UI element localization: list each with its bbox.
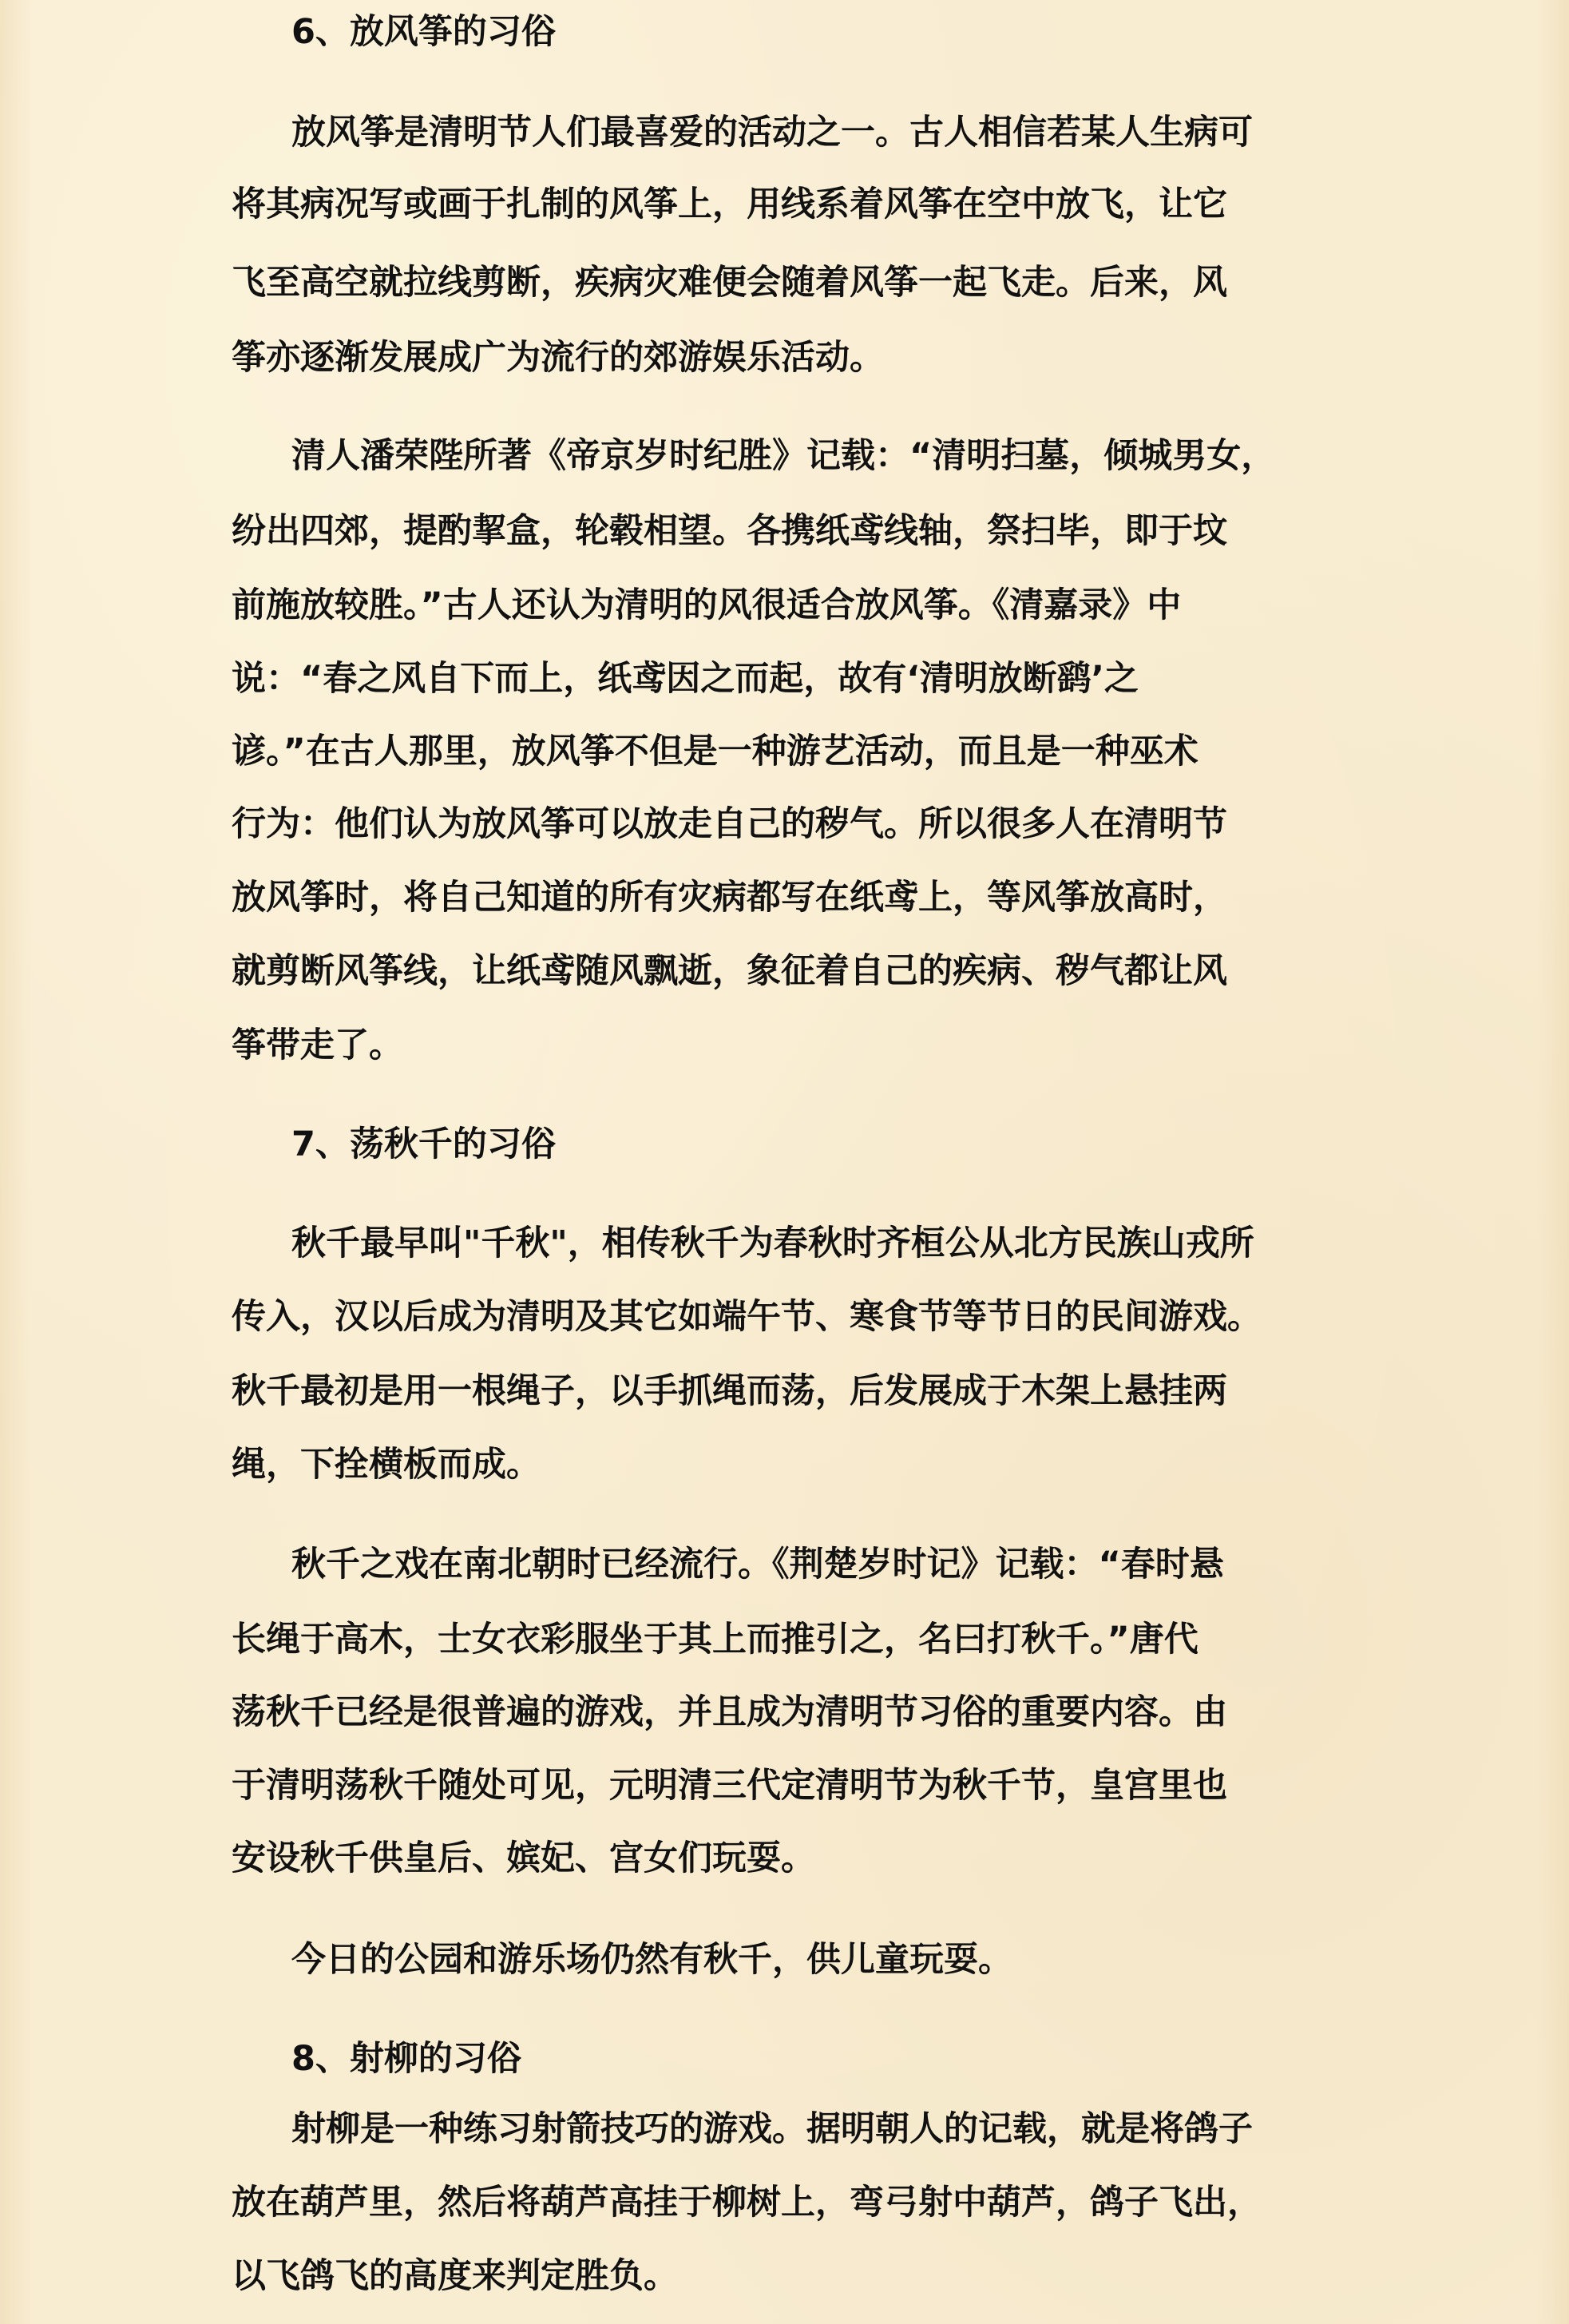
paragraph-line: 荡秋千已经是很普遍的游戏，并且成为清明节习俗的重要内容。由 [232,1692,1227,1732]
paragraph-line: 于清明荡秋千随处可见，元明清三代定清明节为秋千节，皇宫里也 [232,1766,1227,1806]
paragraph-line: 今日的公园和游乐场仍然有秋千，供儿童玩耍。 [291,1940,1012,1980]
paragraph-line: 以飞鸽飞的高度来判定胜负。 [232,2256,678,2296]
paragraph-line: 长绳于高木，士女衣彩服坐于其上而推引之，名曰打秋千。”唐代 [232,1620,1199,1660]
page-edge-shade-left [0,0,32,2324]
paragraph-line: 行为：他们认为放风筝可以放走自己的秽气。所以很多人在清明节 [232,804,1227,844]
paragraph-line: 就剪断风筝线，让纸鸢随风飘逝，象征着自己的疾病、秽气都让风 [232,951,1227,991]
paragraph-line: 飞至高空就拉线剪断，疾病灾难便会随着风筝一起飞走。后来，风 [232,263,1227,303]
section-heading-swing: 7、荡秋千的习俗 [291,1124,556,1164]
paragraph-line: 秋千之戏在南北朝时已经流行。《荆楚岁时记》记载：“春时悬 [291,1545,1224,1584]
paragraph-line: 射柳是一种练习射箭技巧的游戏。据明朝人的记载，就是将鸽子 [291,2109,1253,2149]
paragraph-line: 筝亦逐渐发展成广为流行的郊游娱乐活动。 [232,338,884,378]
paragraph-line: 清人潘荣陛所著《帝京岁时纪胜》记载：“清明扫墓，倾城男女， [291,436,1276,476]
paragraph-line: 放风筝是清明节人们最喜爱的活动之一。古人相信若某人生病可 [291,113,1253,153]
paragraph-line: 将其病况写或画于扎制的风筝上，用线系着风筝在空中放飞，让它 [232,184,1227,224]
paragraph-line: 秋千最初是用一根绳子，以手抓绳而荡，后发展成于木架上悬挂两 [232,1371,1227,1411]
paragraph-line: 绳，下拴横板而成。 [232,1445,541,1485]
paragraph-line: 说：“春之风自下而上，纸鸢因之而起，故有‘清明放断鹞’之 [232,659,1139,699]
paragraph-line: 安设秋千供皇后、嫔妃、宫女们玩耍。 [232,1838,815,1878]
section-heading-kite: 6、放风筝的习俗 [291,12,556,52]
page-edge-shade-right [1537,0,1569,2324]
paragraph-line: 秋千最早叫"千秋"，相传秋千为春秋时齐桓公从北方民族山戎所 [291,1223,1254,1263]
paragraph-line: 纷出四郊，提酌挈盒，轮毂相望。各携纸鸢线轴，祭扫毕，即于坟 [232,511,1227,551]
paragraph-line: 谚。”在古人那里，放风筝不但是一种游艺活动，而且是一种巫术 [232,732,1199,771]
paragraph-line: 筝带走了。 [232,1025,403,1065]
paragraph-line: 前施放较胜。”古人还认为清明的风很适合放风筝。《清嘉录》中 [232,585,1182,625]
paragraph-line: 放风筝时，将自己知道的所有灾病都写在纸鸢上，等风筝放高时， [232,878,1227,918]
section-heading-willow-archery: 8、射柳的习俗 [291,2039,521,2079]
paragraph-line: 传入，汉以后成为清明及其它如端午节、寒食节等节日的民间游戏。 [232,1297,1262,1337]
paragraph-line: 放在葫芦里，然后将葫芦高挂于柳树上，弯弓射中葫芦，鸽子飞出， [232,2183,1262,2223]
